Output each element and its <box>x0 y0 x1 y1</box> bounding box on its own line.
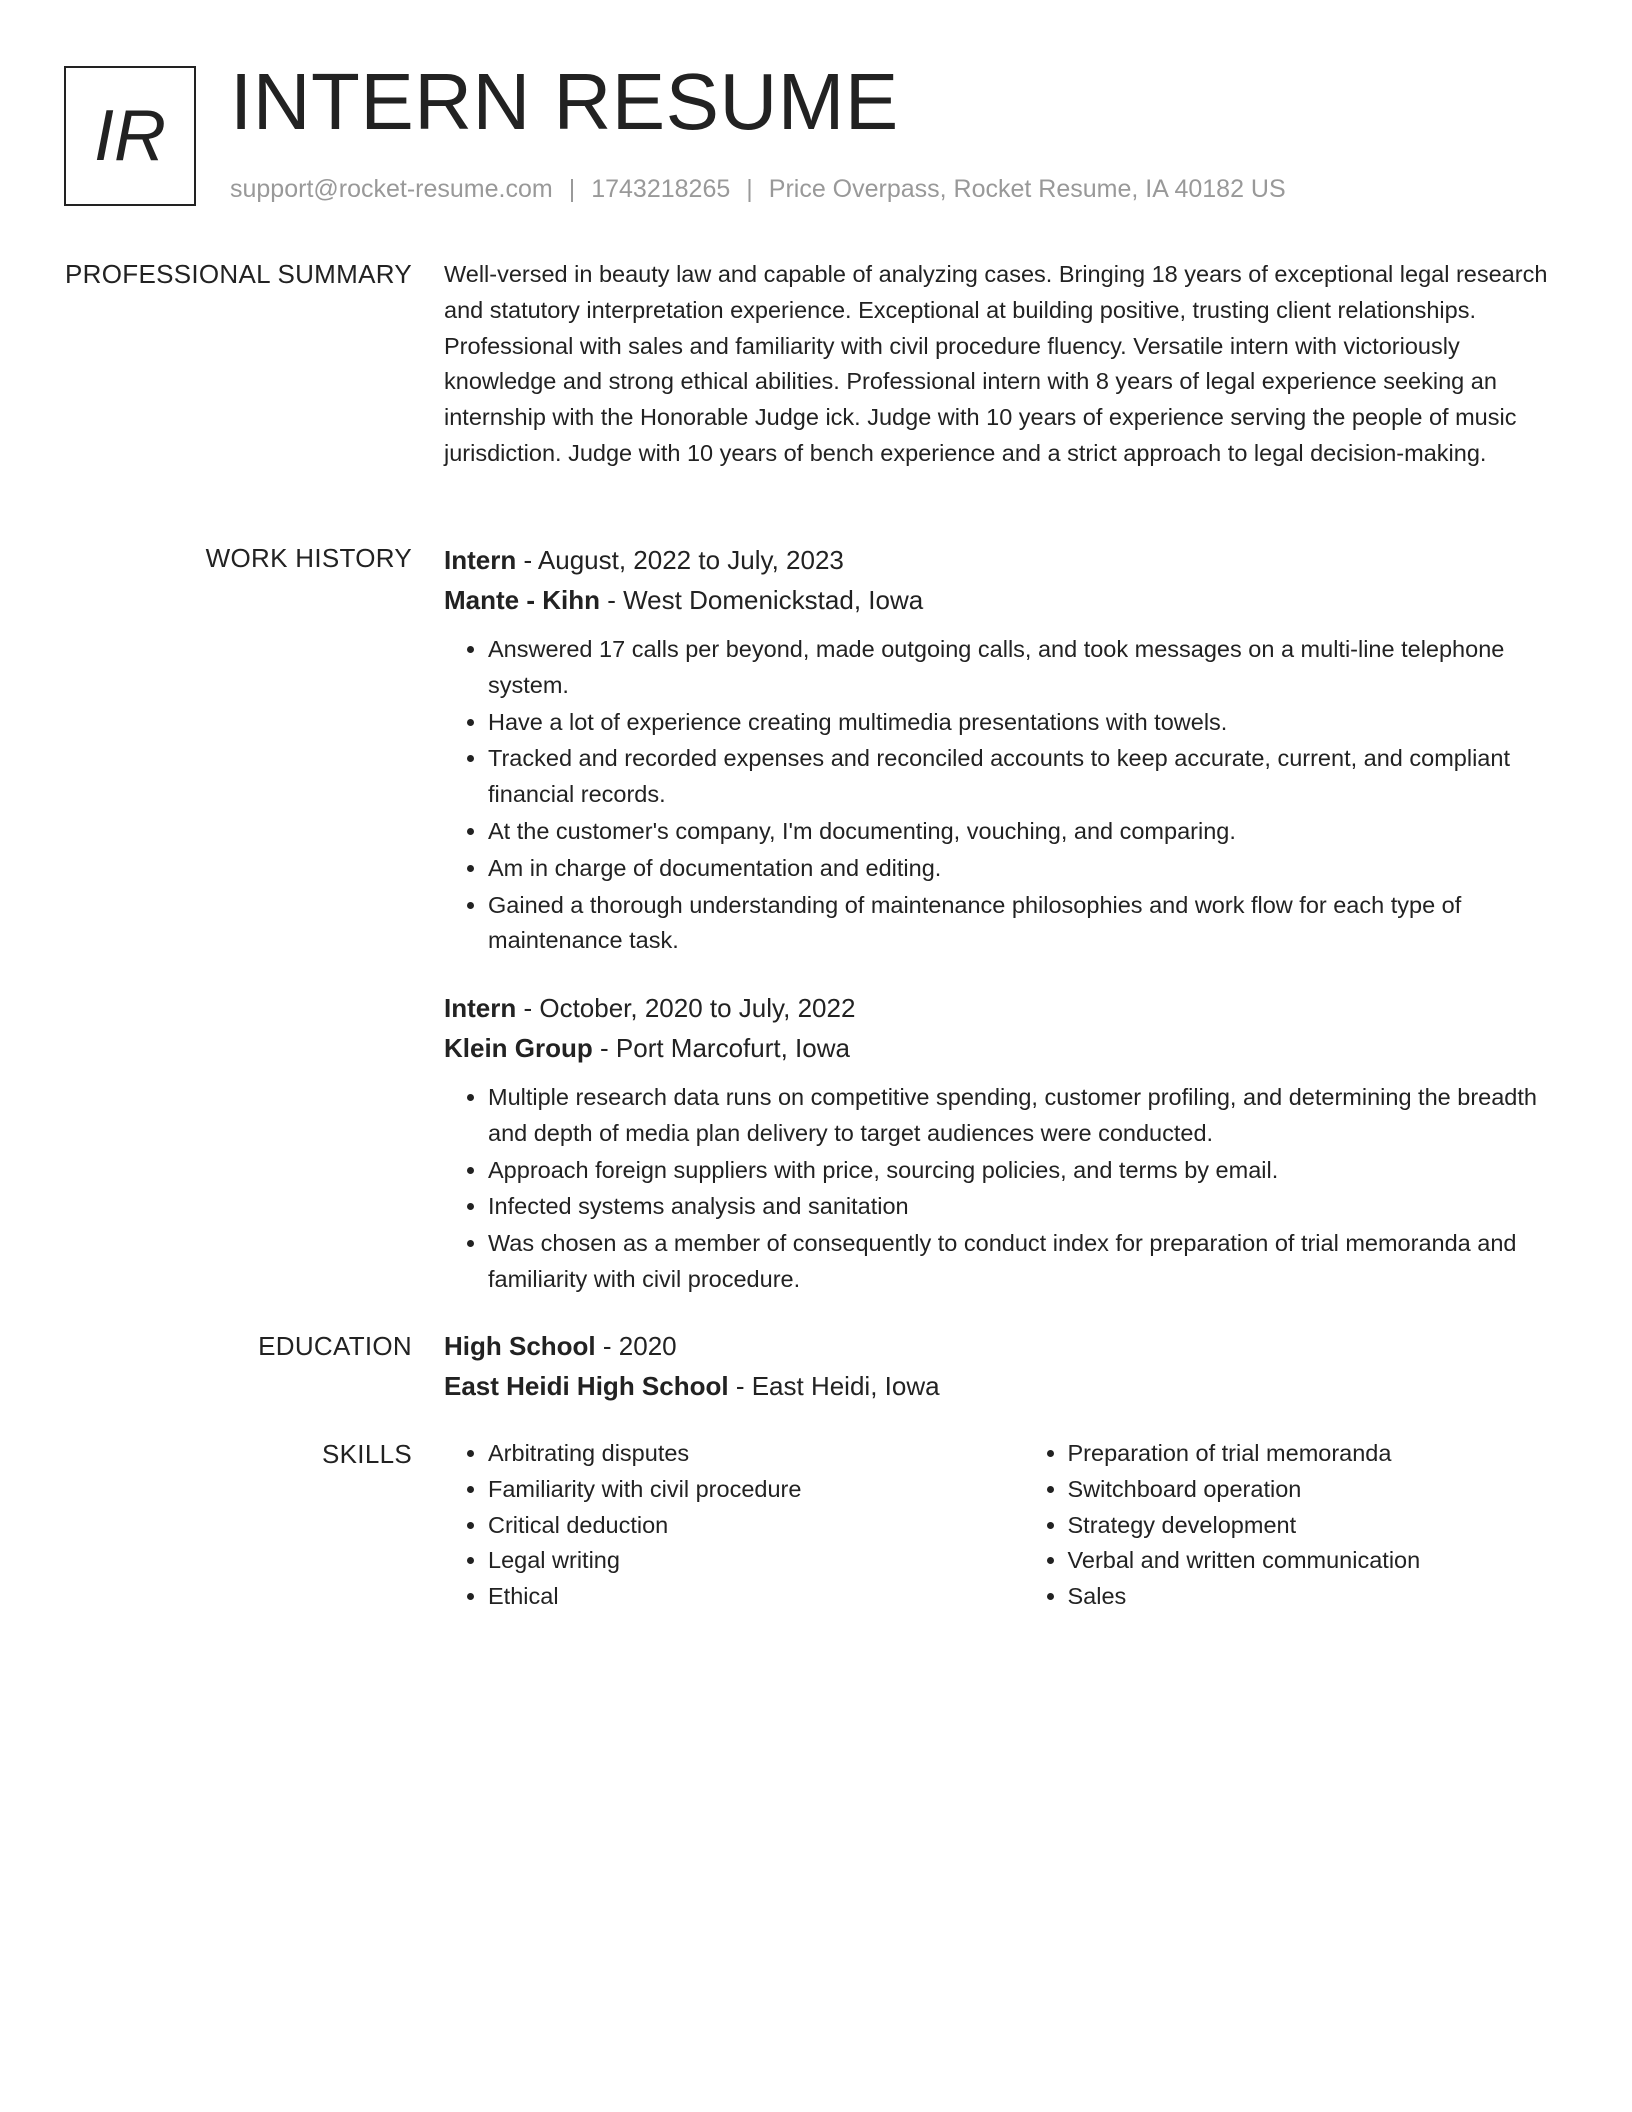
job-location: - West Domenickstad, Iowa <box>600 585 924 615</box>
job-title-line <box>444 540 1559 580</box>
skill-item: • Preparation of trial memoranda <box>1068 1436 1560 1472</box>
job-company-line <box>444 580 1559 620</box>
skill-item: • Familiarity with civil procedure <box>488 1472 980 1508</box>
job-location: - Port Marcofurt, Iowa <box>592 1033 850 1063</box>
section-label-skills: SKILLS <box>322 1439 412 1469</box>
monogram-logo: IR <box>64 66 196 206</box>
job-dates: - October, 2020 to July, 2022 <box>516 993 856 1023</box>
job-bullet: • At the customer's company, I'm documenting, vouching, and comparing. <box>488 814 1559 850</box>
job-title: Intern <box>444 993 517 1023</box>
education-degree: High School <box>444 1331 596 1361</box>
contact-separator: | <box>746 175 753 203</box>
job-bullets <box>444 1080 1559 1298</box>
education-location: - East Heidi, Iowa <box>728 1371 940 1401</box>
education-year: - 2020 <box>595 1331 677 1361</box>
job-company: Mante - Kihn <box>444 585 600 615</box>
contact-separator: | <box>568 175 576 203</box>
job-bullet: • Infected systems analysis and sanitation <box>488 1189 1559 1225</box>
job-bullet: • Approach foreign suppliers with price, sourcing policies, and terms by email. <box>488 1153 1559 1189</box>
summary-text: Well-versed in beauty law and capable of analyzing cases. Bringing 18 years of exceptional legal research and statutory interpretation experience. Exceptional at building positive, trusting client relationships. Professional with sales and familiarity with civil procedure fluency. Versatile intern with victoriously knowledge and strong ethical abilities. Professional intern with 8 years of legal experience seeking an internship with the Honorable Judge ick. Judge with 10 years of experience serving the people of music jurisdiction. Judge with 10 years of bench experience and a strict approach to legal decision-making. <box>444 261 1548 466</box>
resume-title: INTERN RESUME <box>230 57 899 146</box>
job-bullet: • Tracked and recorded expenses and reconciled accounts to keep accurate, current, and compliant financial records. <box>488 741 1559 813</box>
job-bullet: • Gained a thorough understanding of maintenance philosophies and work flow for each type of maintenance task. <box>488 888 1559 960</box>
skill-item: • Ethical <box>488 1579 980 1615</box>
skill-item: • Strategy development <box>1068 1508 1560 1544</box>
contact-email[interactable]: support@rocket-resume.com <box>230 175 553 203</box>
job-company-line <box>444 1028 1559 1068</box>
job-bullet: • Am in charge of documentation and editing. <box>488 851 1559 887</box>
skill-item: • Critical deduction <box>488 1508 980 1544</box>
skill-item: • Switchboard operation <box>1068 1472 1560 1508</box>
job-title: Intern <box>444 545 517 575</box>
skill-item: • Legal writing <box>488 1543 980 1579</box>
contact-phone[interactable]: 1743218265 <box>591 175 731 203</box>
contact-address: Price Overpass, Rocket Resume, IA 40182 US <box>768 175 1286 203</box>
education-school: East Heidi High School <box>444 1371 729 1401</box>
job-bullet: • Have a lot of experience creating multimedia presentations with towels. <box>488 705 1559 741</box>
section-label-work-history: WORK HISTORY <box>205 543 412 573</box>
job-bullet: • Multiple research data runs on competitive spending, customer profiling, and determining the breadth and depth of media plan delivery to target audiences were conducted. <box>488 1080 1559 1152</box>
job-company: Klein Group <box>444 1033 593 1063</box>
skills-list-right <box>980 1436 1560 1615</box>
education-school-line <box>444 1366 1559 1406</box>
job-title-line <box>444 988 1559 1028</box>
section-label-summary: PROFESSIONAL SUMMARY <box>65 259 412 289</box>
job-entry <box>444 988 1559 1299</box>
section-label-education: EDUCATION <box>258 1331 412 1361</box>
skill-item: • Verbal and written communication <box>1068 1543 1560 1579</box>
job-dates: - August, 2022 to July, 2023 <box>516 545 844 575</box>
skills-list-left <box>444 1436 980 1615</box>
skill-item: • Arbitrating disputes <box>488 1436 980 1472</box>
job-bullet: • Was chosen as a member of consequently to conduct index for preparation of trial memoranda and familiarity with civil procedure. <box>488 1226 1559 1298</box>
education-degree-line <box>444 1326 1559 1366</box>
contact-line <box>230 172 1286 206</box>
job-bullet: • Answered 17 calls per beyond, made outgoing calls, and took messages on a multi-line telephone system. <box>488 632 1559 704</box>
skill-item: • Sales <box>1068 1579 1560 1615</box>
job-entry <box>444 540 1559 959</box>
job-bullets <box>444 632 1559 959</box>
